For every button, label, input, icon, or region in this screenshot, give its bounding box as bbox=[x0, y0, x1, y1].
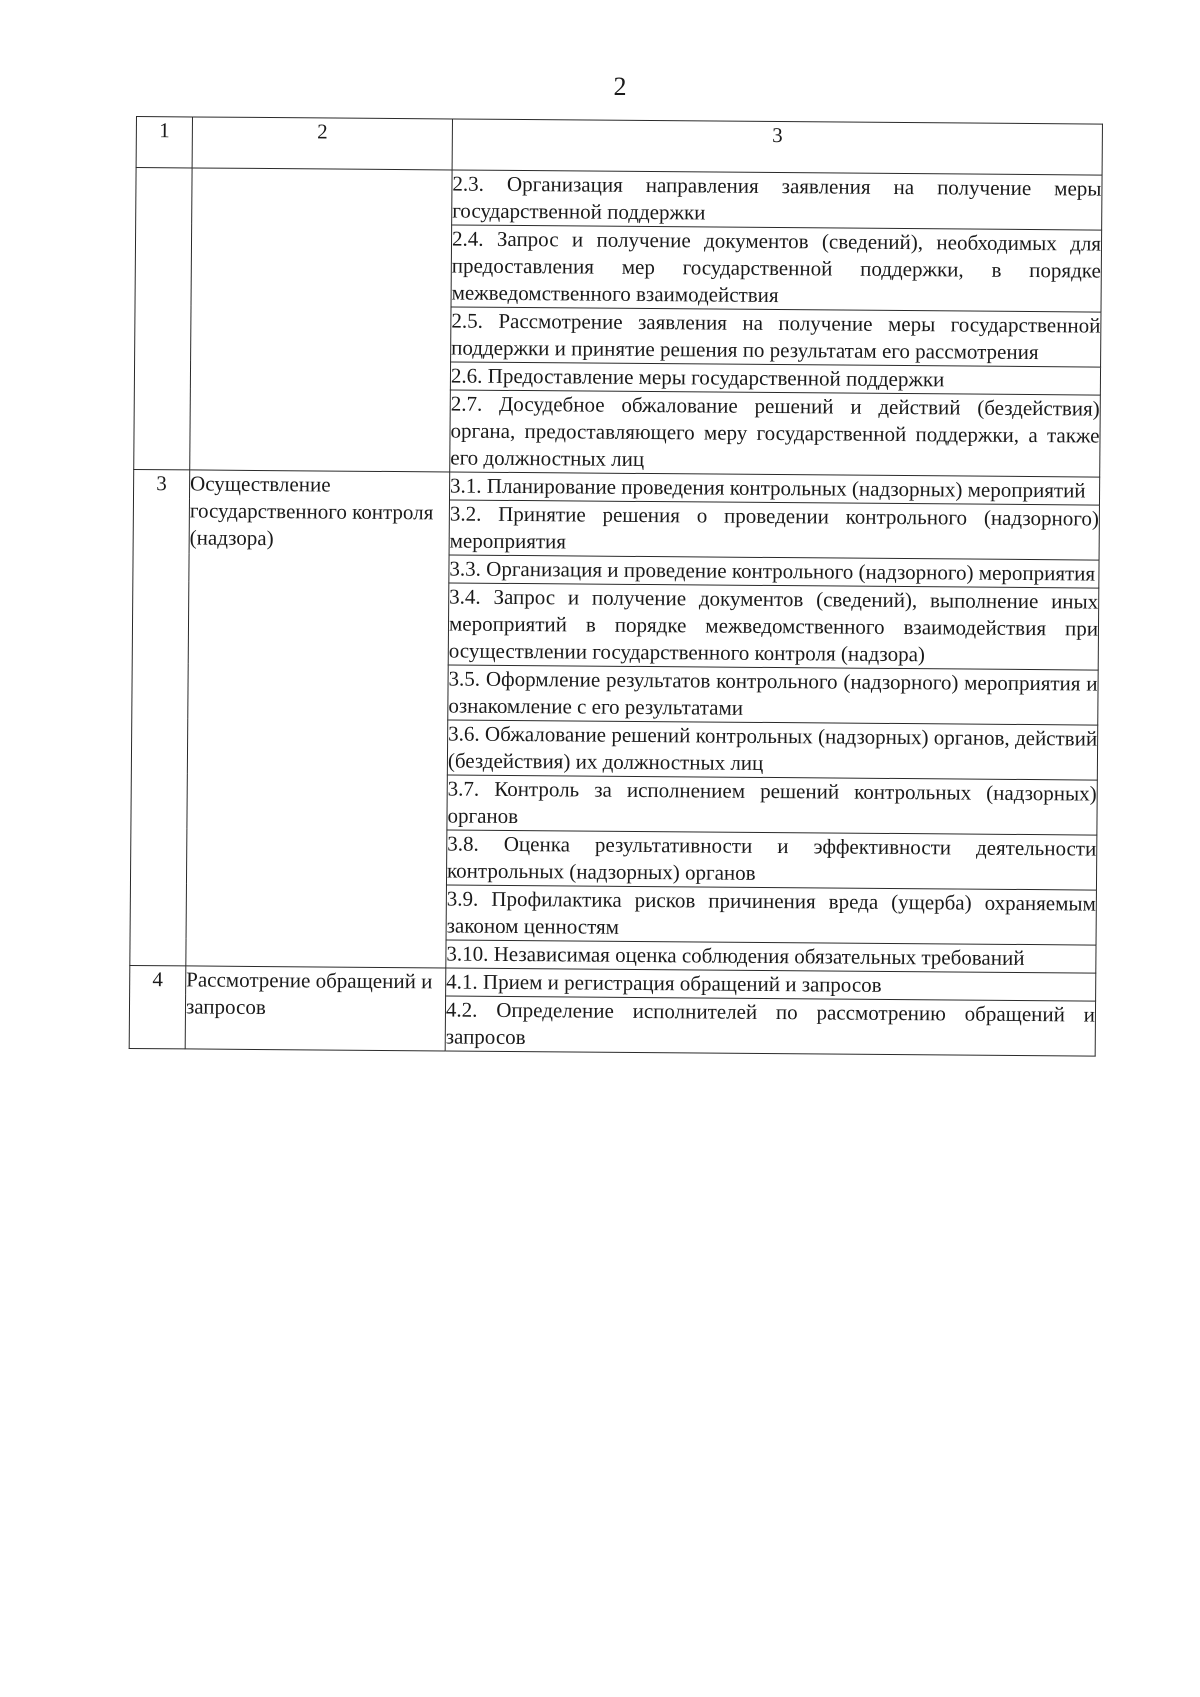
sub-item: 4.1. Прием и регистрация обращений и запросов bbox=[446, 968, 1096, 1001]
header-col-2: 2 bbox=[192, 117, 452, 170]
group-number: 3 bbox=[130, 469, 190, 965]
sub-item: 3.9. Профилактика рисков причинения вреда (ущерба) охраняемым законом ценностям bbox=[446, 885, 1096, 945]
sub-item: 2.4. Запрос и получение документов (сведений), необходимых для предоставления мер государственной поддержки, в порядке межведомственного взаимодействия bbox=[451, 225, 1102, 312]
group-name bbox=[190, 168, 452, 472]
sub-item: 3.4. Запрос и получение документов (сведений), выполнение иных мероприятий в порядке межведомственного взаимодействия при осуществлении государственного контроля (надзора) bbox=[448, 583, 1099, 670]
sub-item: 2.6. Предоставление меры государственной поддержки bbox=[450, 362, 1100, 395]
header-row bbox=[136, 117, 1102, 176]
sub-item: 3.1. Планирование проведения контрольных (надзорных) мероприятий bbox=[449, 472, 1099, 505]
table-row bbox=[136, 168, 1102, 231]
group-number: 4 bbox=[129, 965, 186, 1048]
header-col-3: 3 bbox=[452, 119, 1102, 175]
group-name: Рассмотрение обращений и запросов bbox=[185, 966, 446, 1051]
sub-item: 2.7. Досудебное обжалование решений и действий (бездействия) органа, предоставляющего меру государственной поддержки, а также его должностных лиц bbox=[450, 390, 1101, 477]
sub-item: 3.5. Оформление результатов контрольного (надзорного) мероприятия и ознакомление с его результатами bbox=[448, 665, 1098, 725]
sub-item: 3.10. Независимая оценка соблюдения обязательных требований bbox=[446, 940, 1096, 973]
sub-item: 2.5. Рассмотрение заявления на получение меры государственной поддержки и принятие решения по результатам его рассмотрения bbox=[451, 307, 1101, 367]
activity-table bbox=[129, 116, 1103, 1057]
sub-item: 3.7. Контроль за исполнением решений контрольных (надзорных) органов bbox=[447, 775, 1097, 835]
sub-item: 4.2. Определение исполнителей по рассмотрению обращений и запросов bbox=[445, 996, 1095, 1056]
sub-item: 3.8. Оценка результативности и эффективности деятельности контрольных (надзорных) органов bbox=[446, 830, 1096, 890]
sub-item: 3.6. Обжалование решений контрольных (надзорных) органов, действий (бездействия) их должностных лиц bbox=[447, 720, 1097, 780]
group-name: Осуществление государственного контроля (надзора) bbox=[186, 470, 450, 968]
group-number bbox=[134, 168, 192, 470]
header-col-1: 1 bbox=[136, 117, 192, 168]
sub-item: 2.3. Организация направления заявления на получение меры государственной поддержки bbox=[452, 170, 1102, 230]
sub-item: 3.2. Принятие решения о проведении контрольного (надзорного) мероприятия bbox=[449, 500, 1099, 560]
sub-item: 3.3. Организация и проведение контрольного (надзорного) мероприятия bbox=[449, 555, 1099, 588]
page-number: 2 bbox=[613, 72, 627, 101]
